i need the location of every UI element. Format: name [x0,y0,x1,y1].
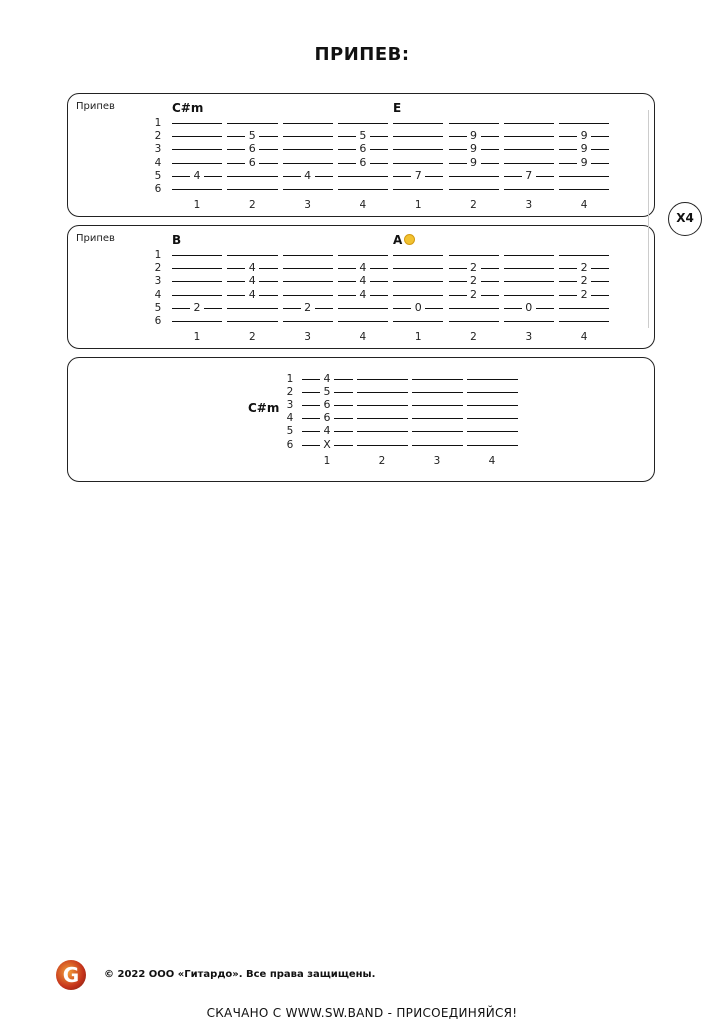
tab-string-line [172,123,222,124]
tab-string-line [283,136,333,137]
tab-string-line [559,308,609,309]
repeat-badge: X4 [668,202,702,236]
string-number: 4 [154,156,162,169]
fret-number: 4 [356,262,370,274]
tab-string-line [449,123,499,124]
beat-number: 1 [414,331,422,343]
fret-number: 9 [577,157,591,169]
tab-string-line [449,321,499,322]
tab-string-line [412,418,463,419]
beat-number: 1 [193,331,201,343]
fret-number: 2 [190,302,204,314]
string-number: 2 [154,130,162,143]
tab-string-line [357,418,408,419]
fret-number: 5 [356,130,370,142]
chord-label: C#m [248,401,280,415]
fret-number: 4 [356,289,370,301]
tab-string-line [393,149,443,150]
beat-number: 3 [525,331,533,343]
tab-string-line [172,149,222,150]
beat-number: 3 [525,199,533,211]
tab-string-line [338,321,388,322]
tab-string-line [338,176,388,177]
tab-string-line [172,163,222,164]
tab-string-line [504,268,554,269]
tab-string-line [504,281,554,282]
string-number: 1 [154,117,162,129]
beat-number: 3 [304,331,311,343]
string-number: 6 [154,315,162,327]
tab-string-line [357,379,408,380]
chord-name: E [393,101,402,115]
tab-string-line [412,379,463,380]
string-number: 3 [154,143,162,156]
chord-label [393,233,415,247]
tab-string-line [227,189,277,190]
fret-number: 0 [522,302,536,314]
fret-number: 4 [320,425,334,437]
string-number: 1 [286,373,294,385]
fret-number: 0 [411,302,425,314]
fret-number: 9 [467,130,481,142]
tab-string-line [467,431,518,432]
tab-string-line [559,255,609,256]
tab-string-line [172,295,222,296]
tab-string-line [393,295,443,296]
tab-string-line [467,392,518,393]
string-number: 1 [154,249,162,261]
smiley-icon [404,234,415,245]
tab-string-line [172,268,222,269]
string-number: 6 [154,183,162,195]
tab-string-line [338,255,388,256]
page-title: ПРИПЕВ: [314,44,410,65]
tab-string-line [172,136,222,137]
tab-string-line [172,189,222,190]
fret-number: 2 [467,275,481,287]
beat-number: 4 [488,455,496,467]
string-number: 3 [286,399,294,412]
tab-string-line [283,268,333,269]
tab-string-line [227,308,277,309]
beat-number: 3 [304,199,311,211]
fret-number: 9 [577,130,591,142]
tab-string-line [504,163,554,164]
tab-block-2 [67,225,655,349]
chord-label [172,101,203,115]
fret-number: 4 [245,289,259,301]
tab-string-line [559,189,609,190]
block-label: Припев [76,101,115,112]
string-number: 4 [154,288,162,301]
fret-number: 9 [577,143,591,155]
tab-string-line [412,431,463,432]
string-number: 5 [154,169,162,182]
tab-string-line [504,321,554,322]
footer-download-text: СКАЧАНО С WWW.SW.BAND - ПРИСОЕДИНЯЙСЯ! [206,1006,518,1020]
tab-string-line [338,308,388,309]
tab-string-line [449,189,499,190]
tab-string-line [393,163,443,164]
chord-label [393,101,401,115]
tab-string-line [504,123,554,124]
tab-string-line [172,255,222,256]
fret-number: 6 [245,143,259,155]
tab-string-line [393,281,443,282]
tab-string-line [412,445,463,446]
tab-string-line [227,123,277,124]
tab-string-line [504,295,554,296]
tab-string-line [467,379,518,380]
beat-number: 1 [193,199,201,211]
beat-number: 2 [248,331,256,343]
fret-number: 4 [190,170,204,182]
tab-string-line [393,123,443,124]
fret-number: 6 [245,157,259,169]
tab-string-line [357,445,408,446]
fret-number: 4 [245,275,259,287]
beat-number: 2 [470,331,477,343]
beat-number: 4 [580,331,588,343]
tab-string-line [283,123,333,124]
fret-number: 9 [467,143,481,155]
tab-string-line [227,255,277,256]
string-number: 5 [154,301,162,314]
fret-number: X [320,439,334,451]
string-number: 5 [286,425,294,438]
string-number: 2 [154,262,162,275]
tab-string-line [357,405,408,406]
fret-number: 6 [356,157,370,169]
tab-string-line [393,136,443,137]
fret-number: 4 [245,262,259,274]
repeat-bracket [648,110,649,328]
string-number: 4 [286,412,294,425]
beat-number: 2 [248,199,256,211]
string-number: 3 [154,275,162,288]
gitardo-logo: G [56,960,86,990]
tab-string-line [559,176,609,177]
tab-string-line [559,321,609,322]
fret-number: 5 [320,386,334,398]
fret-number: 2 [467,262,481,274]
tab-string-line [467,405,518,406]
fret-number: 6 [356,143,370,155]
beat-number: 1 [414,199,422,211]
fret-number: 7 [522,170,536,182]
tab-string-line [393,189,443,190]
fret-number: 9 [467,157,481,169]
tab-string-line [467,418,518,419]
tab-string-line [504,189,554,190]
chord-name: C#m [172,101,204,115]
chord-label [172,233,181,247]
fret-number: 7 [411,170,425,182]
chord-name: B [172,233,182,247]
fret-number: 2 [467,289,481,301]
tab-block-1 [67,93,655,217]
beat-number: 2 [378,455,386,467]
block-label: Припев [76,233,115,244]
tab-string-line [393,268,443,269]
tab-string-line [504,136,554,137]
fret-number: 2 [577,275,591,287]
tab-string-line [227,321,277,322]
beat-number: 4 [359,199,367,211]
tab-string-line [227,176,277,177]
fret-number: 5 [245,130,259,142]
tab-string-line [283,255,333,256]
tab-string-line [283,163,333,164]
tab-string-line [449,255,499,256]
tab-string-line [504,149,554,150]
beat-number: 1 [323,455,331,467]
tab-string-line [559,123,609,124]
tab-string-line [172,321,222,322]
beat-number: 3 [433,455,441,467]
tab-string-line [357,431,408,432]
copyright-text: © 2022 ООО «Гитардо». Все права защищены. [104,969,376,980]
tab-string-line [283,281,333,282]
tab-block-final [67,357,655,482]
tab-string-line [393,255,443,256]
tab-string-line [393,321,443,322]
beat-number: 2 [470,199,477,211]
fret-number: 6 [320,412,334,424]
string-number: 2 [286,386,294,399]
tab-string-line [172,281,222,282]
tab-string-line [338,123,388,124]
fret-number: 4 [301,170,315,182]
tab-string-line [412,392,463,393]
fret-number: 2 [577,289,591,301]
tab-string-line [283,149,333,150]
chord-name: A [393,233,403,247]
tab-string-line [283,189,333,190]
tab-string-line [449,176,499,177]
fret-number: 6 [320,399,334,411]
fret-number: 2 [301,302,315,314]
fret-number: 4 [320,373,334,385]
beat-number: 4 [580,199,588,211]
string-number: 6 [286,438,294,451]
beat-number: 4 [359,331,367,343]
tab-string-line [504,255,554,256]
tab-string-line [449,308,499,309]
tab-string-line [412,405,463,406]
tab-string-line [338,189,388,190]
tab-string-line [357,392,408,393]
tab-string-line [283,295,333,296]
fret-number: 2 [577,262,591,274]
tab-string-line [467,445,518,446]
tab-string-line [283,321,333,322]
fret-number: 4 [356,275,370,287]
